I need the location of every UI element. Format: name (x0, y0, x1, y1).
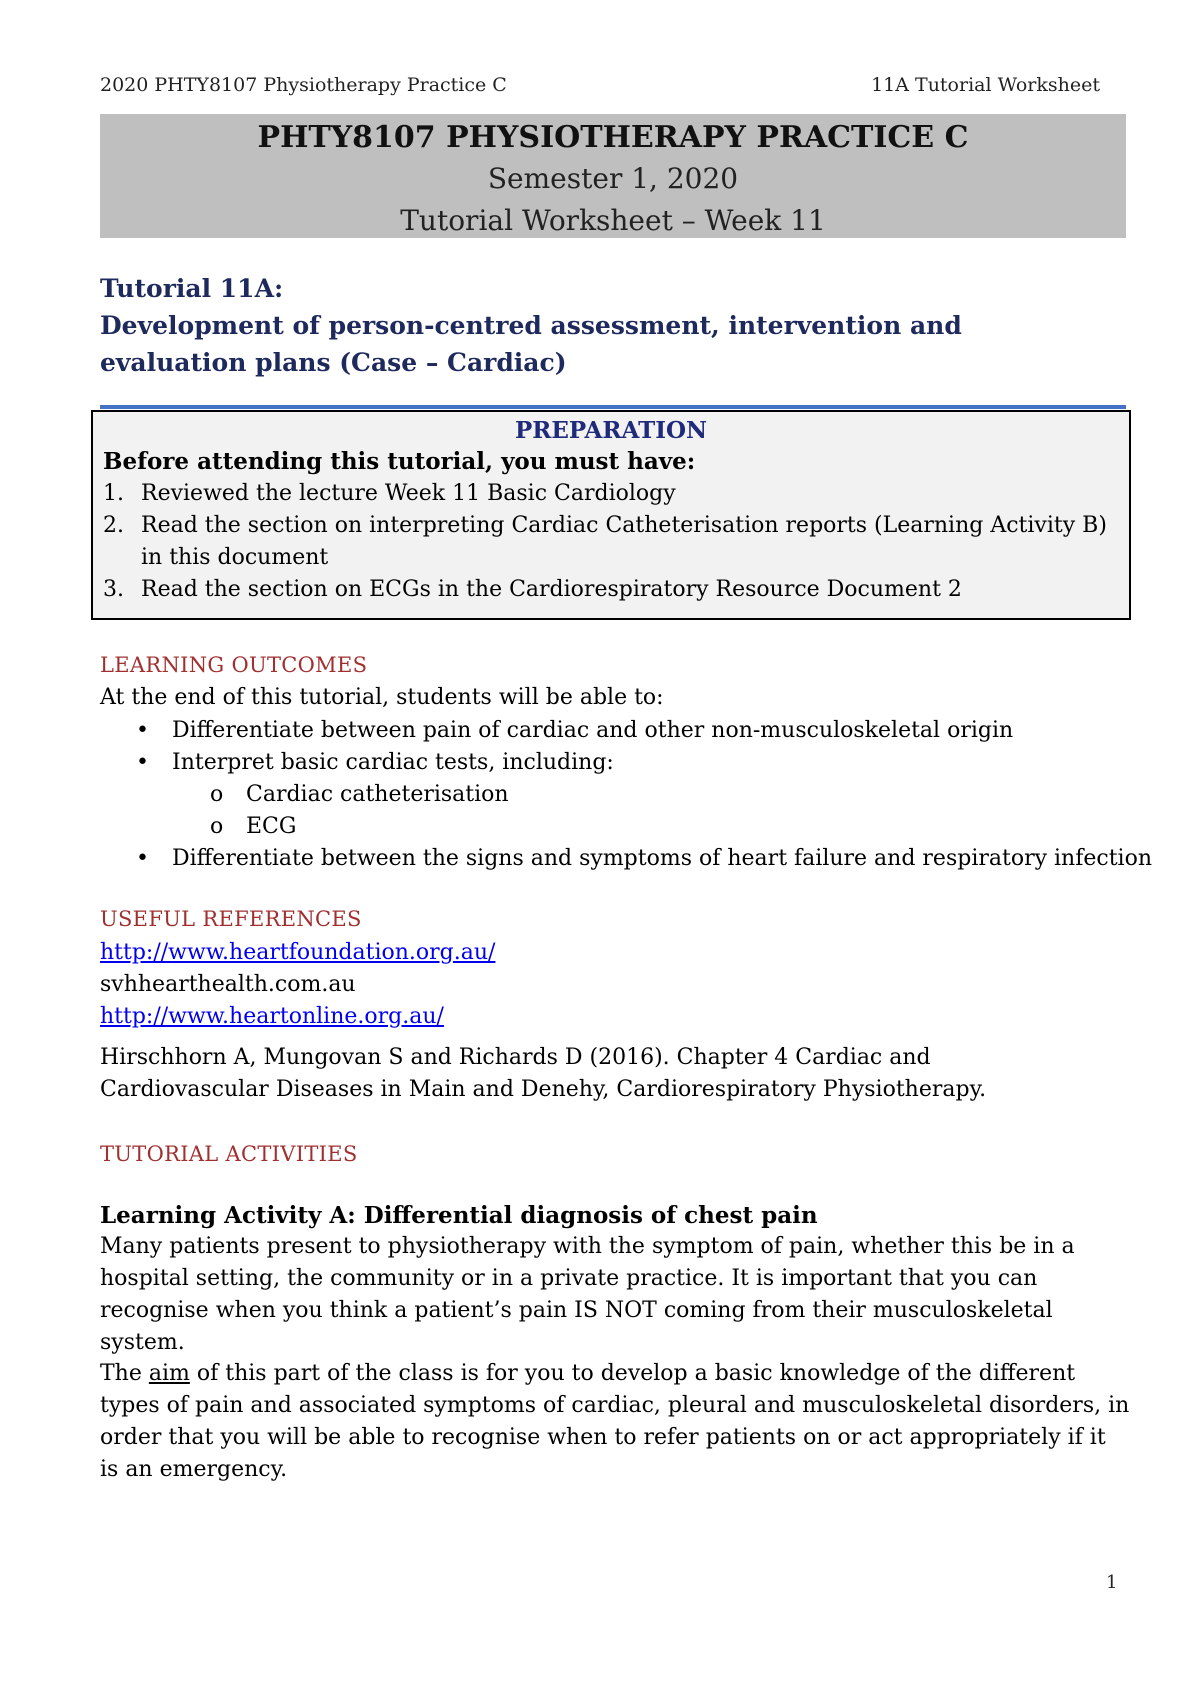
heading-divider (100, 405, 1126, 409)
page-number: 1 (1106, 1572, 1118, 1593)
outcome-item (100, 747, 1160, 779)
worksheet-line: Tutorial Worksheet – Week 11 (400, 204, 826, 237)
para2-start: The (100, 1361, 149, 1386)
preparation-title: PREPARATION (514, 417, 708, 444)
outcome-text: Interpret basic cardiac tests, including: (172, 750, 614, 775)
outcome-item (100, 843, 1160, 875)
reference-citation: Hirschhorn A, Mungovan S and Richards D (2016). Chapter 4 Cardiac and Cardiovascular Diseases in Main and Denehy, Cardiorespiratory Physiotherapy. (100, 1045, 987, 1102)
heartonline-link[interactable]: http://www.heartonline.org.au/ (100, 1004, 444, 1029)
tutorial-heading (100, 270, 1130, 381)
learning-outcomes-list (100, 715, 1160, 875)
outcome-item (100, 715, 1160, 747)
item-number: 1. (103, 481, 124, 506)
outcome-subitem (100, 779, 1160, 811)
sub-bullet-icon: o (210, 782, 224, 807)
preparation-item (103, 574, 1129, 606)
learning-outcomes-intro: At the end of this tutorial, students will be able to: (100, 685, 664, 710)
para2-rest: of this part of the class is for you to develop a basic knowledge of the different types of pain and associated symptoms of cardiac, pleural and musculoskeletal disorders, in order that you will be able to recognise when to refer patients on or act appropriately if it is an emergency. (100, 1361, 1130, 1482)
preparation-list (93, 478, 1129, 606)
preparation-box (91, 410, 1131, 620)
outcome-text: Differentiate between pain of cardiac and other non-musculoskeletal origin (172, 718, 1014, 743)
tutorial-activities-heading: TUTORIAL ACTIVITIES (100, 1142, 358, 1166)
tutorial-title-line1: Development of person-centred assessment, intervention and (100, 311, 962, 340)
references-heading: USEFUL REFERENCES (100, 907, 362, 931)
item-text: Reviewed the lecture Week 11 Basic Cardiology (141, 481, 676, 506)
tutorial-label: Tutorial 11A: (100, 274, 284, 303)
item-text: Read the section on interpreting Cardiac Catheterisation reports (Learning Activity B) in this document (141, 513, 1107, 570)
learning-outcomes-heading: LEARNING OUTCOMES (100, 653, 368, 677)
header-course-text: 2020 PHTY8107 Physiotherapy Practice C (100, 74, 507, 96)
heartfoundation-link[interactable]: http://www.heartfoundation.org.au/ (100, 940, 496, 965)
header-worksheet-text: 11A Tutorial Worksheet (871, 74, 1100, 96)
course-title: PHTY8107 PHYSIOTHERAPY PRACTICE C (257, 120, 969, 155)
title-box (100, 114, 1126, 238)
aim-word: aim (148, 1361, 190, 1386)
preparation-item (103, 478, 1129, 510)
svhhearthealth-text: svhhearthealth.com.au (100, 972, 356, 997)
item-number: 2. (103, 513, 124, 538)
activity-a-title: Learning Activity A: Differential diagnosis of chest pain (100, 1202, 818, 1229)
item-number: 3. (103, 577, 124, 602)
preparation-item (103, 510, 1129, 574)
activity-a-paragraph1: Many patients present to physiotherapy with the symptom of pain, whether this be in a hospital setting, the community or in a private practice. It is important that you can recognise when you think a patient’s pain IS NOT coming from their musculoskeletal system. (100, 1234, 1075, 1355)
bullet-icon: • (136, 718, 149, 743)
sub-bullet-icon: o (210, 814, 224, 839)
running-header (100, 74, 1100, 100)
bullet-icon: • (136, 750, 149, 775)
bullet-icon: • (136, 846, 149, 871)
outcome-subitem (100, 811, 1160, 843)
activity-a-paragraph2 (100, 1358, 1130, 1486)
tutorial-title-line2: evaluation plans (Case – Cardiac) (100, 348, 567, 377)
preparation-lead: Before attending this tutorial, you must have: (103, 448, 696, 475)
outcome-subtext: ECG (246, 814, 297, 839)
semester-line: Semester 1, 2020 (487, 162, 739, 195)
item-text: Read the section on ECGs in the Cardiorespiratory Resource Document 2 (141, 577, 962, 602)
references-list (100, 937, 1140, 1033)
outcome-subtext: Cardiac catheterisation (246, 782, 509, 807)
outcome-text: Differentiate between the signs and symptoms of heart failure and respiratory infection (172, 846, 1152, 871)
